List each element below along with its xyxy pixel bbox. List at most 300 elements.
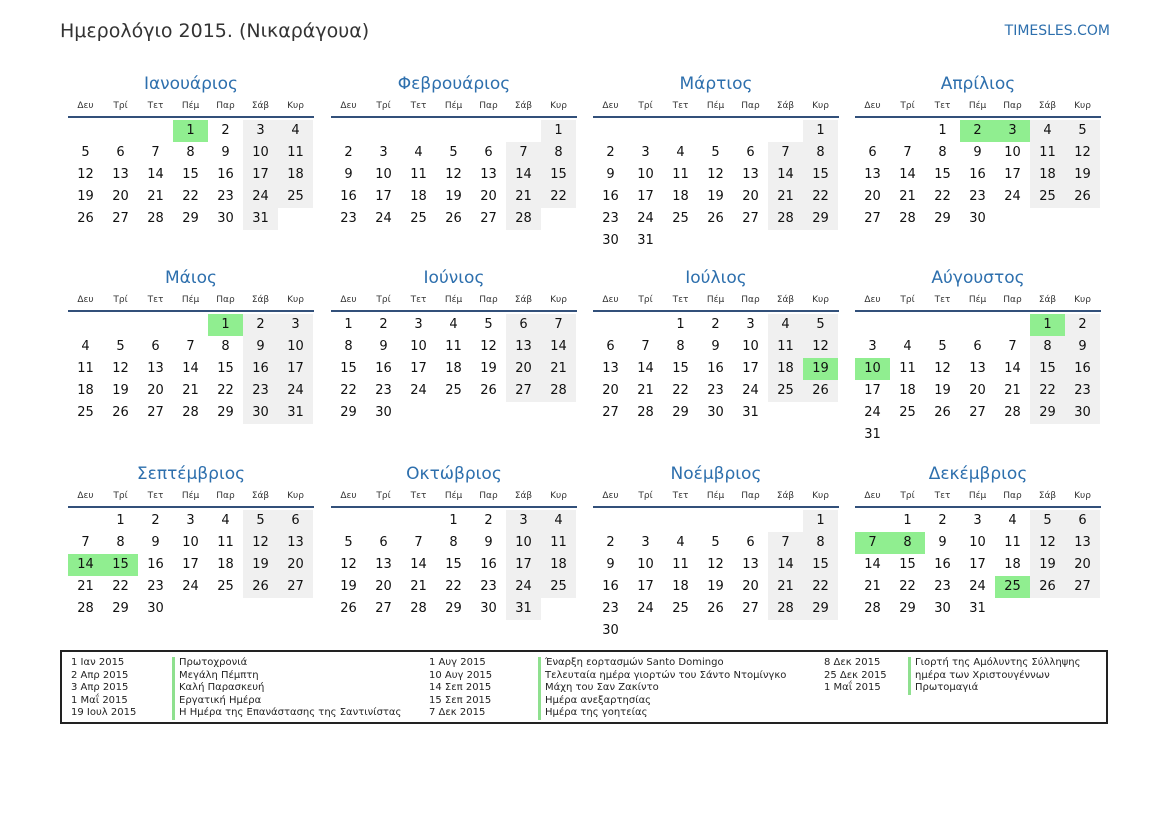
- weekday-label: Σάβ: [1038, 295, 1057, 305]
- weekday-label: Πέμ: [444, 295, 463, 305]
- day-cell: 4: [676, 145, 685, 160]
- weekday-label: Παρ: [216, 295, 235, 305]
- day-cell: 27: [1065, 576, 1100, 598]
- day-cell: 25: [768, 380, 803, 402]
- day-cell: 1: [449, 513, 458, 528]
- day-cell: 13: [480, 167, 497, 182]
- weekday-label: Τετ: [147, 101, 164, 111]
- day-cell: 8: [186, 145, 195, 160]
- day-cell: 12: [1030, 532, 1065, 554]
- holiday-day: 8: [890, 532, 925, 554]
- day-cell: 21: [147, 189, 164, 204]
- weekday-label: Κυρ: [1074, 491, 1091, 501]
- day-cell: 24: [637, 211, 654, 226]
- day-cell: 17: [506, 554, 541, 576]
- day-cell: 13: [147, 361, 164, 376]
- weekday-label: Τετ: [410, 295, 427, 305]
- day-cell: 21: [637, 383, 654, 398]
- holiday-list: [60, 650, 1108, 724]
- weekday-header: [68, 292, 314, 312]
- day-cell: 31: [969, 601, 986, 616]
- day-cell: 27: [742, 211, 759, 226]
- weekday-label: Δευ: [602, 295, 619, 305]
- day-cell: 25: [899, 405, 916, 420]
- day-cell: 9: [938, 535, 947, 550]
- page-title: Ημερολόγιο 2015. (Νικαράγουα): [60, 20, 370, 42]
- empty-cell: [593, 510, 628, 532]
- empty-cell: [331, 510, 366, 532]
- day-cell: 29: [803, 598, 838, 620]
- holiday-date: 1 Αυγ 2015: [429, 657, 486, 668]
- weekday-label: Τετ: [672, 101, 689, 111]
- day-cell: 27: [375, 601, 392, 616]
- month-name: Οκτώβριος: [406, 464, 502, 484]
- weekday-label: Παρ: [1003, 101, 1022, 111]
- day-cell: 11: [410, 167, 427, 182]
- day-cell: 11: [899, 361, 916, 376]
- weekday-label: Δευ: [77, 101, 94, 111]
- weekday-label: Κυρ: [812, 491, 829, 501]
- day-cell: 20: [375, 579, 392, 594]
- day-cell: 26: [1030, 576, 1065, 598]
- day-cell: 12: [707, 557, 724, 572]
- weekday-label: Πέμ: [706, 101, 725, 111]
- day-cell: 21: [77, 579, 94, 594]
- day-cell: 4: [768, 314, 803, 336]
- month-calendar: [855, 266, 1101, 446]
- holiday-day: 7: [855, 532, 890, 554]
- empty-cell: [663, 510, 698, 532]
- day-cell: 7: [768, 142, 803, 164]
- day-cell: 10: [969, 535, 986, 550]
- holiday-name: Πρωτομαγιά: [915, 682, 979, 693]
- day-cell: 29: [182, 211, 199, 226]
- day-cell: 26: [445, 211, 462, 226]
- day-cell: 1: [938, 123, 947, 138]
- weekday-label: Κυρ: [812, 101, 829, 111]
- day-cell: 6: [278, 510, 313, 532]
- day-cell: 19: [707, 579, 724, 594]
- day-cell: 15: [899, 557, 916, 572]
- day-cell: 20: [742, 579, 759, 594]
- day-cell: 26: [340, 601, 357, 616]
- day-cell: 25: [541, 576, 576, 598]
- days-grid: [68, 314, 313, 424]
- day-cell: 22: [541, 186, 576, 208]
- day-cell: 24: [243, 186, 278, 208]
- day-cell: 26: [77, 211, 94, 226]
- day-cell: 6: [868, 145, 877, 160]
- empty-cell: [733, 120, 768, 142]
- weekday-label: Δευ: [340, 101, 357, 111]
- weekday-label: Δευ: [340, 295, 357, 305]
- day-cell: 22: [445, 579, 462, 594]
- day-cell: 11: [541, 532, 576, 554]
- day-cell: 28: [506, 208, 541, 230]
- day-cell: 30: [602, 623, 619, 638]
- day-cell: 22: [340, 383, 357, 398]
- day-cell: 23: [602, 601, 619, 616]
- empty-cell: [628, 120, 663, 142]
- day-cell: 4: [1030, 120, 1065, 142]
- weekday-label: Τρί: [638, 295, 653, 305]
- weekday-label: Παρ: [216, 101, 235, 111]
- day-cell: 11: [672, 167, 689, 182]
- day-cell: 9: [151, 535, 160, 550]
- day-cell: 21: [506, 186, 541, 208]
- day-cell: 29: [217, 405, 234, 420]
- weekday-label: Τετ: [410, 101, 427, 111]
- day-cell: 29: [934, 211, 951, 226]
- day-cell: 29: [340, 405, 357, 420]
- day-cell: 1: [116, 513, 125, 528]
- weekday-label: Πέμ: [181, 101, 200, 111]
- weekday-label: Παρ: [479, 101, 498, 111]
- day-cell: 14: [147, 167, 164, 182]
- day-cell: 3: [414, 317, 423, 332]
- day-cell: 16: [375, 361, 392, 376]
- day-cell: 22: [803, 186, 838, 208]
- holiday-names-col-3: [908, 657, 1080, 695]
- empty-cell: [890, 314, 925, 336]
- day-cell: 23: [602, 211, 619, 226]
- day-cell: 30: [217, 211, 234, 226]
- day-cell: 7: [186, 339, 195, 354]
- day-cell: 18: [768, 358, 803, 380]
- day-cell: 4: [278, 120, 313, 142]
- day-cell: 20: [602, 383, 619, 398]
- day-cell: 5: [1065, 120, 1100, 142]
- day-cell: 13: [742, 557, 759, 572]
- day-cell: 30: [602, 233, 619, 248]
- day-cell: 4: [449, 317, 458, 332]
- day-cell: 10: [410, 339, 427, 354]
- empty-cell: [855, 120, 890, 142]
- day-cell: 3: [379, 145, 388, 160]
- day-cell: 24: [864, 405, 881, 420]
- holiday-date: 3 Απρ 2015: [71, 682, 129, 693]
- day-cell: 26: [934, 405, 951, 420]
- holiday-date: 8 Δεκ 2015: [824, 657, 881, 668]
- month-name: Ιούλιος: [685, 268, 747, 288]
- weekday-label: Δευ: [864, 491, 881, 501]
- day-cell: 25: [217, 579, 234, 594]
- day-cell: 19: [243, 554, 278, 576]
- day-cell: 11: [77, 361, 94, 376]
- day-cell: 19: [934, 383, 951, 398]
- day-cell: 6: [484, 145, 493, 160]
- weekday-header: [593, 292, 839, 312]
- holiday-name: Μεγάλη Πέμπτη: [179, 669, 259, 681]
- day-cell: 21: [864, 579, 881, 594]
- weekday-label: Τρί: [900, 295, 915, 305]
- weekday-header: [68, 488, 314, 508]
- day-cell: 8: [676, 339, 685, 354]
- weekday-label: Κυρ: [287, 101, 304, 111]
- day-cell: 2: [484, 513, 493, 528]
- holiday-date: 14 Σεπ 2015: [429, 682, 492, 693]
- day-cell: 11: [217, 535, 234, 550]
- days-grid: [855, 510, 1100, 620]
- weekday-label: Δευ: [77, 491, 94, 501]
- day-cell: 14: [410, 557, 427, 572]
- day-cell: 24: [278, 380, 313, 402]
- holiday-day: 25: [995, 576, 1030, 598]
- day-cell: 24: [506, 576, 541, 598]
- day-cell: 5: [344, 535, 353, 550]
- day-cell: 14: [182, 361, 199, 376]
- month-calendar: [331, 462, 577, 620]
- day-cell: 8: [1030, 336, 1065, 358]
- day-cell: 21: [541, 358, 576, 380]
- day-cell: 23: [375, 383, 392, 398]
- day-cell: 2: [606, 535, 615, 550]
- empty-cell: [890, 120, 925, 142]
- day-cell: 8: [938, 145, 947, 160]
- weekday-label: Παρ: [741, 101, 760, 111]
- day-cell: 23: [340, 211, 357, 226]
- day-cell: 6: [746, 145, 755, 160]
- day-cell: 29: [803, 208, 838, 230]
- month-calendar: [593, 462, 839, 642]
- weekday-label: Σάβ: [251, 101, 270, 111]
- holiday-date: 7 Δεκ 2015: [429, 707, 486, 718]
- day-cell: 9: [379, 339, 388, 354]
- day-cell: 16: [602, 189, 619, 204]
- empty-cell: [628, 314, 663, 336]
- holiday-name: Καλή Παρασκευή: [179, 682, 265, 693]
- day-cell: 29: [1030, 402, 1065, 424]
- day-cell: 5: [81, 145, 90, 160]
- weekday-label: Δευ: [602, 491, 619, 501]
- day-cell: 11: [1030, 142, 1065, 164]
- day-cell: 10: [278, 336, 313, 358]
- empty-cell: [593, 120, 628, 142]
- day-cell: 17: [637, 579, 654, 594]
- month-calendar: [68, 72, 314, 230]
- month-name: Φεβρουάριος: [397, 74, 511, 94]
- month-name: Απρίλιος: [940, 74, 1016, 94]
- holiday-date: 2 Απρ 2015: [71, 669, 129, 681]
- weekday-label: Σάβ: [514, 295, 533, 305]
- day-cell: 27: [147, 405, 164, 420]
- weekday-header: [593, 488, 839, 508]
- day-cell: 2: [938, 513, 947, 528]
- day-cell: 30: [1065, 402, 1100, 424]
- day-cell: 4: [1008, 513, 1017, 528]
- day-cell: 2: [344, 145, 353, 160]
- day-cell: 14: [541, 336, 576, 358]
- empty-cell: [471, 120, 506, 142]
- empty-cell: [436, 120, 471, 142]
- weekday-label: Κυρ: [550, 295, 567, 305]
- day-cell: 13: [1065, 532, 1100, 554]
- weekday-label: Τρί: [113, 101, 128, 111]
- holiday-day: 1: [1030, 314, 1065, 336]
- weekday-label: Τρί: [113, 295, 128, 305]
- day-cell: 13: [864, 167, 881, 182]
- day-cell: 27: [278, 576, 313, 598]
- holiday-date: 10 Αυγ 2015: [429, 669, 493, 681]
- day-cell: 19: [445, 189, 462, 204]
- day-cell: 25: [410, 211, 427, 226]
- day-cell: 12: [340, 557, 357, 572]
- day-cell: 19: [1030, 554, 1065, 576]
- day-cell: 29: [899, 601, 916, 616]
- weekday-label: Κυρ: [287, 295, 304, 305]
- day-cell: 15: [934, 167, 951, 182]
- day-cell: 23: [707, 383, 724, 398]
- day-cell: 21: [768, 576, 803, 598]
- day-cell: 17: [182, 557, 199, 572]
- weekday-label: Σάβ: [251, 491, 270, 501]
- weekday-header: [331, 488, 577, 508]
- day-cell: 7: [541, 314, 576, 336]
- day-cell: 23: [1065, 380, 1100, 402]
- weekday-label: Παρ: [1003, 491, 1022, 501]
- day-cell: 28: [1004, 405, 1021, 420]
- empty-cell: [401, 120, 436, 142]
- day-cell: 26: [243, 576, 278, 598]
- day-cell: 23: [480, 579, 497, 594]
- weekday-label: Σάβ: [776, 491, 795, 501]
- day-cell: 19: [112, 383, 129, 398]
- days-grid: [855, 120, 1100, 230]
- day-cell: 24: [182, 579, 199, 594]
- day-cell: 5: [116, 339, 125, 354]
- month-calendar: [593, 266, 839, 424]
- day-cell: 21: [410, 579, 427, 594]
- day-cell: 8: [803, 142, 838, 164]
- day-cell: 22: [899, 579, 916, 594]
- weekday-label: Τετ: [147, 295, 164, 305]
- weekday-label: Παρ: [479, 491, 498, 501]
- holiday-name: Τελευταία ημέρα γιορτών του Σάντο Ντομίνγκο: [545, 669, 787, 681]
- day-cell: 18: [278, 164, 313, 186]
- empty-cell: [960, 314, 995, 336]
- month-name: Νοέμβριος: [670, 464, 762, 484]
- day-cell: 11: [672, 557, 689, 572]
- month-name: Μάρτιος: [679, 74, 753, 94]
- day-cell: 15: [445, 557, 462, 572]
- weekday-label: Κυρ: [1074, 101, 1091, 111]
- day-cell: 5: [711, 535, 720, 550]
- day-cell: 16: [934, 557, 951, 572]
- day-cell: 8: [116, 535, 125, 550]
- day-cell: 20: [480, 189, 497, 204]
- day-cell: 15: [340, 361, 357, 376]
- day-cell: 4: [221, 513, 230, 528]
- weekday-header: [855, 488, 1101, 508]
- day-cell: 9: [711, 339, 720, 354]
- month-name: Ιούνιος: [423, 268, 485, 288]
- day-cell: 18: [217, 557, 234, 572]
- day-cell: 14: [864, 557, 881, 572]
- day-cell: 22: [934, 189, 951, 204]
- day-cell: 16: [217, 167, 234, 182]
- day-cell: 4: [676, 535, 685, 550]
- empty-cell: [768, 510, 803, 532]
- holiday-date: 1 Μαΐ 2015: [71, 694, 128, 706]
- day-cell: 16: [480, 557, 497, 572]
- day-cell: 29: [672, 405, 689, 420]
- day-cell: 3: [973, 513, 982, 528]
- day-cell: 23: [217, 189, 234, 204]
- day-cell: 16: [1065, 358, 1100, 380]
- day-cell: 21: [182, 383, 199, 398]
- day-cell: 18: [541, 554, 576, 576]
- weekday-label: Κυρ: [1074, 295, 1091, 305]
- day-cell: 31: [742, 405, 759, 420]
- weekday-label: Παρ: [741, 295, 760, 305]
- day-cell: 13: [375, 557, 392, 572]
- month-name: Δεκέμβριος: [928, 464, 1028, 484]
- weekday-label: Τρί: [638, 491, 653, 501]
- day-cell: 8: [344, 339, 353, 354]
- day-cell: 28: [637, 405, 654, 420]
- weekday-label: Πέμ: [444, 491, 463, 501]
- day-cell: 4: [81, 339, 90, 354]
- days-grid: [593, 510, 838, 642]
- day-cell: 31: [637, 233, 654, 248]
- weekday-label: Τρί: [376, 295, 391, 305]
- day-cell: 22: [112, 579, 129, 594]
- day-cell: 19: [340, 579, 357, 594]
- day-cell: 3: [506, 510, 541, 532]
- day-cell: 26: [1065, 186, 1100, 208]
- holiday-name: Μάχη του Σαν Ζακίντο: [545, 682, 659, 693]
- site-link[interactable]: TIMESLES.COM: [1004, 23, 1110, 39]
- day-cell: 18: [672, 189, 689, 204]
- day-cell: 1: [344, 317, 353, 332]
- day-cell: 25: [77, 405, 94, 420]
- day-cell: 30: [243, 402, 278, 424]
- day-cell: 6: [973, 339, 982, 354]
- day-cell: 6: [151, 339, 160, 354]
- weekday-label: Δευ: [602, 101, 619, 111]
- day-cell: 1: [541, 120, 576, 142]
- day-cell: 9: [973, 145, 982, 160]
- day-cell: 14: [637, 361, 654, 376]
- day-cell: 18: [445, 361, 462, 376]
- weekday-label: Τρί: [638, 101, 653, 111]
- day-cell: 28: [768, 598, 803, 620]
- day-cell: 18: [672, 579, 689, 594]
- empty-cell: [103, 120, 138, 142]
- day-cell: 10: [243, 142, 278, 164]
- holiday-date: 25 Δεκ 2015: [824, 669, 887, 681]
- day-cell: 17: [637, 189, 654, 204]
- day-cell: 26: [112, 405, 129, 420]
- day-cell: 30: [375, 405, 392, 420]
- holiday-dates-col-2: [429, 657, 492, 720]
- day-cell: 21: [768, 186, 803, 208]
- day-cell: 23: [147, 579, 164, 594]
- day-cell: 21: [1004, 383, 1021, 398]
- day-cell: 22: [803, 576, 838, 598]
- weekday-label: Κυρ: [550, 491, 567, 501]
- day-cell: 11: [445, 339, 462, 354]
- holiday-date: 1 Μαΐ 2015: [824, 682, 881, 693]
- day-cell: 2: [711, 317, 720, 332]
- month-calendar: [855, 72, 1101, 230]
- empty-cell: [855, 510, 890, 532]
- day-cell: 28: [182, 405, 199, 420]
- day-cell: 22: [182, 189, 199, 204]
- day-cell: 15: [803, 164, 838, 186]
- day-cell: 2: [1065, 314, 1100, 336]
- day-cell: 17: [375, 189, 392, 204]
